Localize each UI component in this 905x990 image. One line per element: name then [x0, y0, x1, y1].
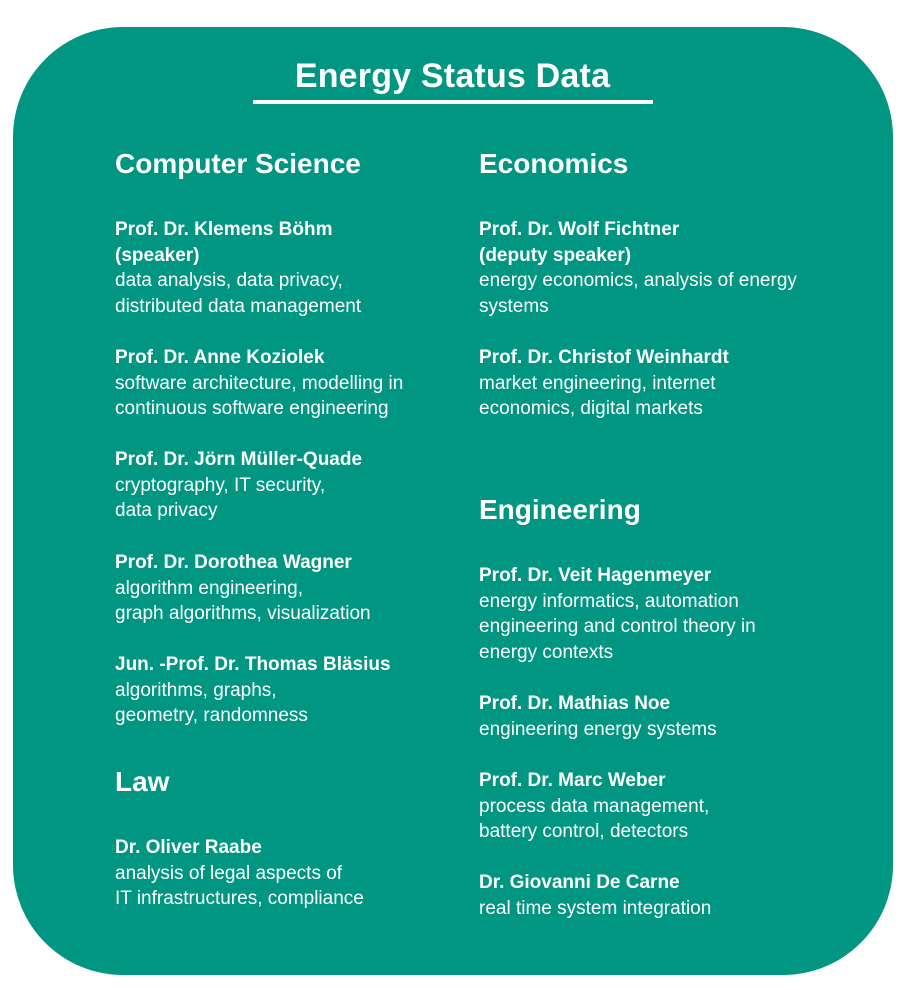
member-role: (deputy speaker) [479, 244, 632, 266]
member-research: algorithms, graphs, geometry, randomness [115, 679, 308, 726]
member-role: (speaker) [115, 244, 200, 266]
member-entry [115, 550, 485, 627]
member-entry [479, 217, 849, 319]
member-research: energy informatics, automation engineering and control theory in energy contexts [479, 590, 756, 663]
page-title: Energy Status Data [294, 57, 611, 95]
section-heading-computer-science: Computer Science [115, 148, 361, 179]
member-entry [479, 870, 849, 921]
member-research: cryptography, IT security, data privacy [115, 474, 326, 521]
member-name: Jun. -Prof. Dr. Thomas Bläsius [115, 654, 391, 675]
member-research: analysis of legal aspects of IT infrastructures, compliance [115, 862, 364, 909]
member-entry [479, 768, 849, 845]
member-research: energy economics, analysis of energy systems [479, 270, 797, 317]
member-entry [115, 217, 485, 319]
member-name: Prof. Dr. Anne Koziolek [115, 347, 325, 368]
member-research: market engineering, internet economics, digital markets [479, 372, 716, 419]
member-entry [115, 345, 485, 422]
member-name: Dr. Giovanni De Carne [479, 872, 680, 893]
member-name: Prof. Dr. Klemens Böhm [115, 219, 333, 240]
section-heading-engineering: Engineering [479, 494, 641, 525]
member-research: process data management, battery control, detectors [479, 795, 710, 842]
member-name: Prof. Dr. Jörn Müller-Quade [115, 449, 363, 470]
member-name: Prof. Dr. Christof Weinhardt [479, 347, 729, 368]
member-research: software architecture, modelling in continuous software engineering [115, 372, 404, 419]
member-entry [479, 691, 849, 742]
member-name: Dr. Oliver Raabe [115, 837, 262, 858]
member-name: Prof. Dr. Wolf Fichtner [479, 219, 680, 240]
member-name: Prof. Dr. Veit Hagenmeyer [479, 565, 712, 586]
member-research: engineering energy systems [479, 718, 717, 740]
member-name: Prof. Dr. Dorothea Wagner [115, 552, 352, 573]
member-entry [115, 652, 485, 729]
member-entry [479, 563, 849, 665]
section-heading-economics: Economics [479, 148, 629, 179]
member-research: data analysis, data privacy, distributed data management [115, 270, 362, 317]
title-underline [253, 100, 653, 104]
member-entry [115, 447, 485, 524]
member-research: algorithm engineering, graph algorithms, visualization [115, 577, 371, 624]
member-name: Prof. Dr. Mathias Noe [479, 693, 671, 714]
member-name: Prof. Dr. Marc Weber [479, 770, 666, 791]
member-entry [115, 835, 485, 912]
member-entry [479, 345, 849, 422]
member-research: real time system integration [479, 897, 712, 919]
section-heading-law: Law [115, 766, 170, 797]
